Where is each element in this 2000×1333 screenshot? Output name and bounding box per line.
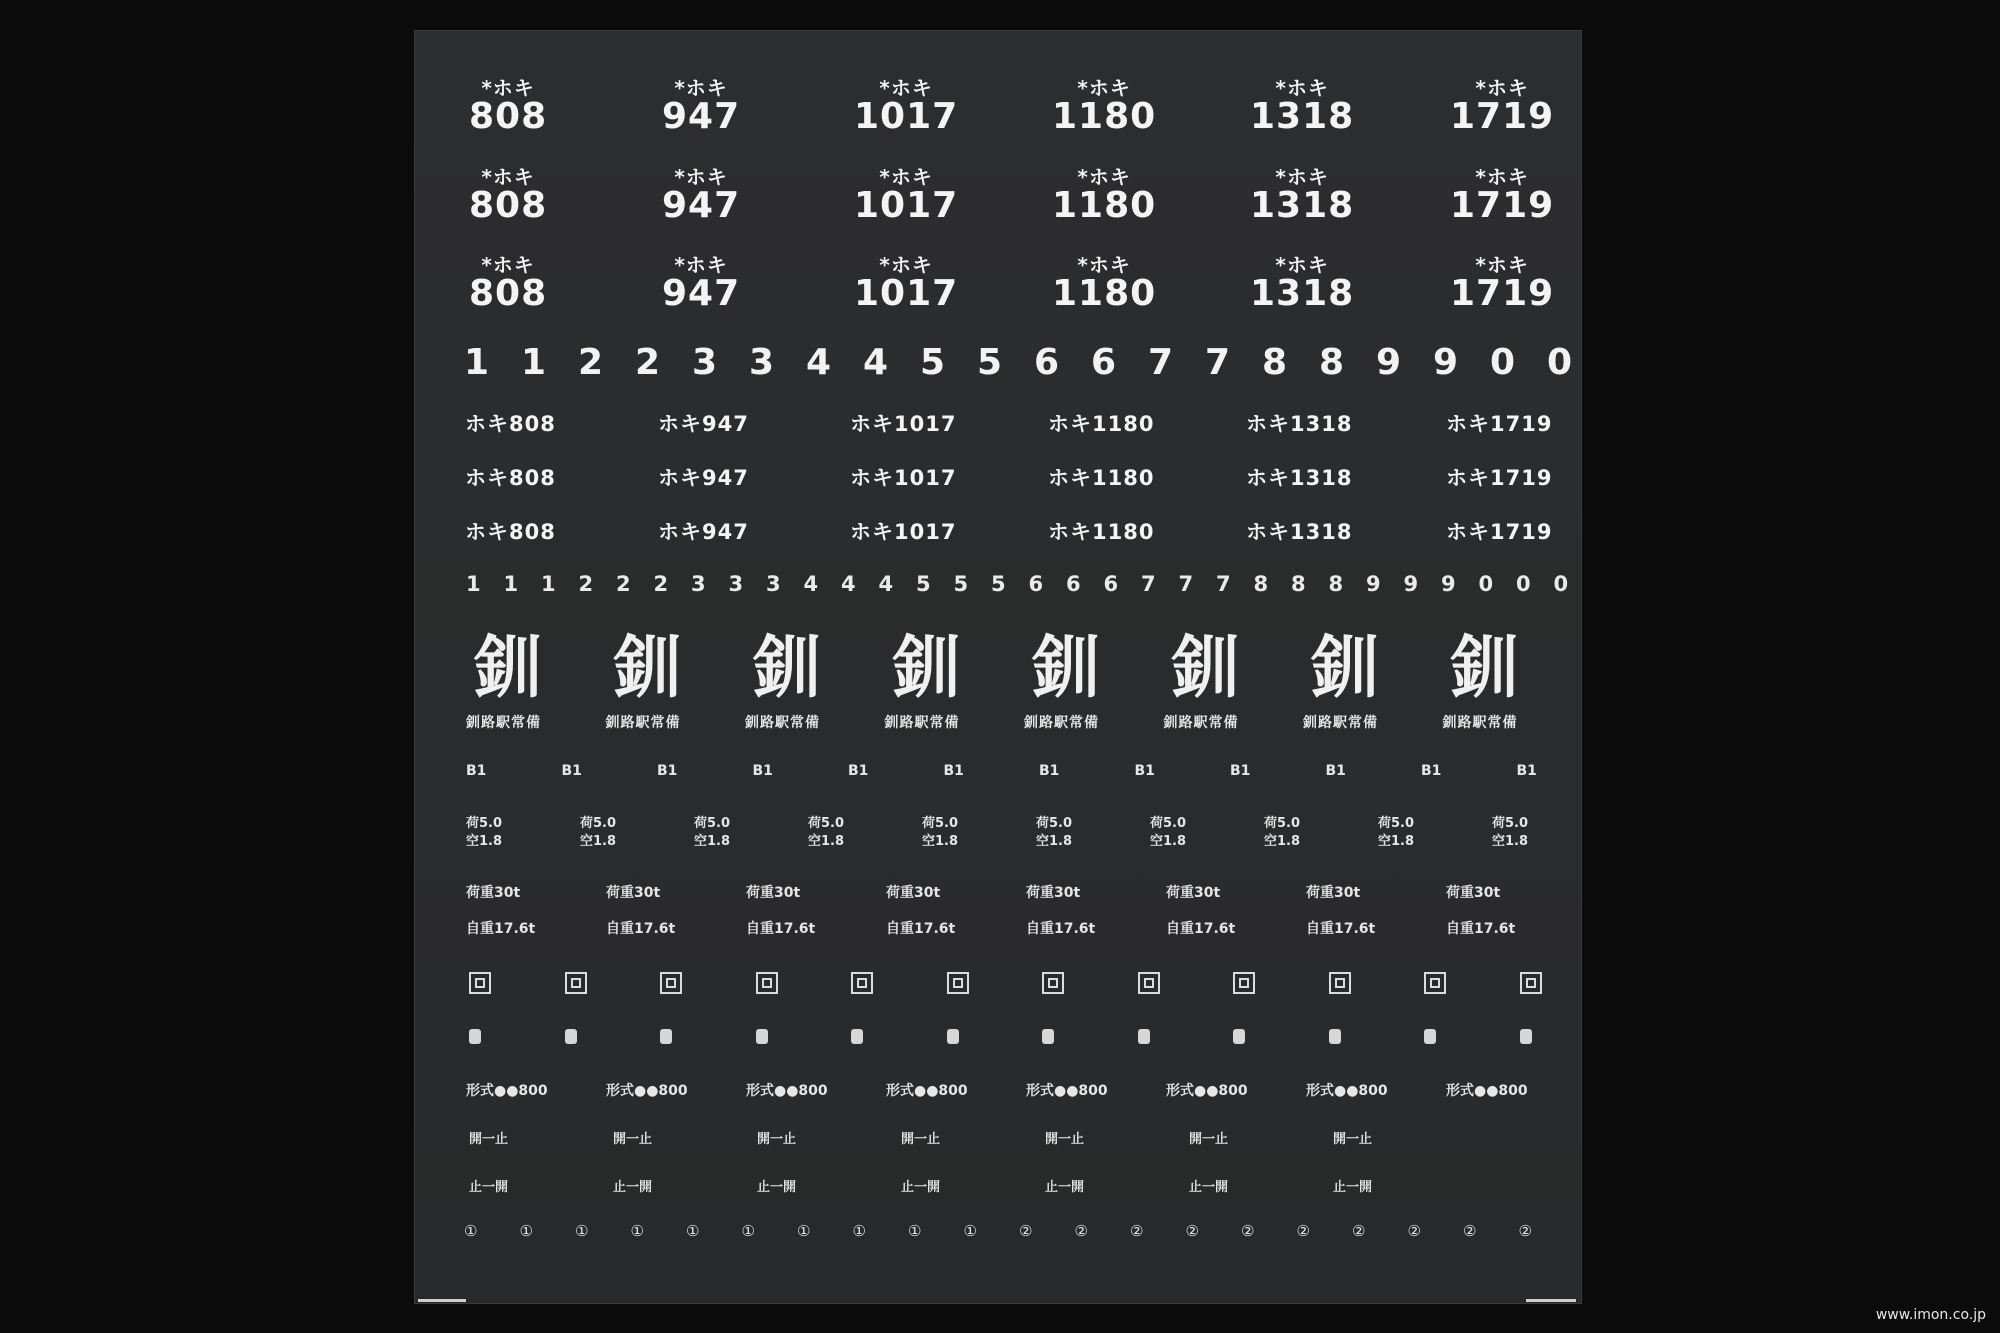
sheet-edge-mark bbox=[418, 1299, 466, 1302]
big-digit: 0 bbox=[1547, 342, 1573, 383]
big-digit: 8 bbox=[1262, 342, 1288, 383]
stop-open-mark: 止一開 bbox=[901, 1180, 941, 1195]
circle-two-mark: ② bbox=[1185, 1222, 1199, 1240]
stop-open-mark: 止一開 bbox=[469, 1180, 509, 1195]
small-digit: 5 bbox=[953, 572, 969, 596]
car-number: 1017 bbox=[854, 273, 959, 314]
small-digit: 2 bbox=[616, 572, 631, 596]
inline-number: ホキ947 bbox=[658, 412, 749, 436]
car-number: 1719 bbox=[1450, 273, 1555, 314]
small-digit: 2 bbox=[578, 572, 594, 596]
small-digit: 9 bbox=[1441, 572, 1456, 596]
kana-prefix: *ホキ bbox=[674, 165, 728, 189]
big-digit: 4 bbox=[863, 342, 889, 383]
stop-open-mark: 止一開 bbox=[1333, 1180, 1373, 1195]
open-stop-mark: 開一止 bbox=[469, 1132, 509, 1147]
square-emblem-icon bbox=[469, 972, 491, 994]
b1-label: B1 bbox=[752, 763, 773, 779]
kana-prefix: *ホキ bbox=[674, 76, 728, 100]
station-label: 釧路駅常備 bbox=[1163, 715, 1239, 731]
car-number: 1180 bbox=[1052, 273, 1157, 314]
number-block bbox=[1052, 167, 1156, 225]
station-label: 釧路駅常備 bbox=[1442, 715, 1518, 731]
weight-line: 荷重30t bbox=[1446, 885, 1501, 901]
stop-open-mark: 止一開 bbox=[1189, 1180, 1229, 1195]
tare-line: 自重17.6t bbox=[1446, 921, 1516, 937]
circle-one-mark: ① bbox=[797, 1222, 811, 1240]
small-square-mark bbox=[660, 1029, 672, 1044]
inline-number: ホキ1719 bbox=[1446, 412, 1553, 436]
tare-line: 自重17.6t bbox=[1306, 921, 1376, 937]
load-line: 荷5.0 bbox=[1378, 816, 1415, 831]
number-block bbox=[662, 167, 740, 225]
circle-one-mark: ① bbox=[575, 1222, 589, 1240]
kanji-emblem: 釧 bbox=[1032, 629, 1101, 708]
small-square-mark bbox=[1233, 1029, 1245, 1044]
car-number: 808 bbox=[469, 96, 548, 137]
circle-one-mark: ① bbox=[963, 1222, 977, 1240]
car-number: 1719 bbox=[1450, 96, 1555, 137]
empty-line: 空1.8 bbox=[580, 834, 617, 849]
open-stop-mark: 開一止 bbox=[901, 1132, 941, 1147]
square-emblem-icon bbox=[851, 972, 873, 994]
small-digit: 3 bbox=[766, 572, 781, 596]
small-digit: 9 bbox=[1366, 572, 1381, 596]
square-emblem-icon bbox=[1424, 972, 1446, 994]
empty-line: 空1.8 bbox=[694, 834, 731, 849]
number-block bbox=[1450, 255, 1554, 313]
number-block bbox=[469, 255, 547, 313]
circle-two-mark: ② bbox=[1352, 1222, 1366, 1240]
square-emblem-icon bbox=[1520, 972, 1542, 994]
kanji-emblem: 釧 bbox=[1311, 629, 1380, 708]
kanji-emblem: 釧 bbox=[892, 629, 961, 708]
number-block bbox=[1450, 78, 1554, 136]
weight-line: 荷重30t bbox=[886, 885, 941, 901]
station-label: 釧路駅常備 bbox=[605, 715, 681, 731]
empty-line: 空1.8 bbox=[1378, 834, 1415, 849]
weight-line: 荷重30t bbox=[1026, 885, 1081, 901]
kana-prefix: *ホキ bbox=[879, 76, 933, 100]
station-label: 釧路駅常備 bbox=[466, 715, 541, 731]
inline-number: ホキ1719 bbox=[1446, 520, 1553, 544]
car-number: 1719 bbox=[1450, 185, 1555, 226]
kana-prefix: *ホキ bbox=[481, 253, 535, 277]
inline-number: ホキ1318 bbox=[1246, 520, 1353, 544]
small-digit: 7 bbox=[1216, 572, 1231, 596]
weight-line: 荷重30t bbox=[1166, 885, 1221, 901]
big-digit: 1 bbox=[464, 342, 490, 383]
circle-one-mark: ① bbox=[686, 1222, 700, 1240]
inline-number: ホキ808 bbox=[465, 466, 556, 490]
kana-prefix: *ホキ bbox=[879, 165, 933, 189]
empty-line: 空1.8 bbox=[1492, 834, 1529, 849]
b1-label: B1 bbox=[1421, 763, 1442, 779]
weight-line: 荷重30t bbox=[1306, 885, 1361, 901]
number-block bbox=[1250, 255, 1354, 313]
square-emblem-icon bbox=[565, 972, 587, 994]
circle-two-mark: ② bbox=[1296, 1222, 1310, 1240]
station-label: 釧路駅常備 bbox=[745, 715, 820, 731]
load-line: 荷5.0 bbox=[1492, 816, 1529, 831]
big-digit: 4 bbox=[806, 342, 832, 383]
small-digit: 8 bbox=[1253, 572, 1269, 596]
empty-line: 空1.8 bbox=[808, 834, 845, 849]
small-digit: 0 bbox=[1478, 572, 1494, 596]
big-digit: 7 bbox=[1148, 342, 1174, 383]
small-digit: 0 bbox=[1553, 572, 1569, 596]
square-emblem-icon bbox=[1042, 972, 1064, 994]
small-digit: 2 bbox=[653, 572, 669, 596]
kanji-emblem: 釧 bbox=[613, 629, 682, 708]
load-line: 荷5.0 bbox=[1036, 816, 1073, 831]
inline-number: ホキ1180 bbox=[1048, 412, 1155, 436]
type-label: 形式●●800 bbox=[1026, 1083, 1108, 1099]
car-number: 1318 bbox=[1250, 96, 1355, 137]
open-stop-mark: 開一止 bbox=[613, 1132, 653, 1147]
small-digit: 8 bbox=[1291, 572, 1306, 596]
empty-line: 空1.8 bbox=[922, 834, 959, 849]
car-number: 1180 bbox=[1052, 185, 1157, 226]
small-digit: 4 bbox=[803, 572, 819, 596]
sheet-edge-mark bbox=[1526, 1299, 1576, 1302]
small-square-mark bbox=[1329, 1029, 1341, 1044]
small-digit: 6 bbox=[1103, 572, 1119, 596]
inline-number: ホキ1180 bbox=[1048, 520, 1155, 544]
car-number: 1318 bbox=[1250, 185, 1355, 226]
car-number: 808 bbox=[469, 185, 548, 226]
open-stop-mark: 開一止 bbox=[1333, 1132, 1373, 1147]
weight-line: 荷重30t bbox=[606, 885, 661, 901]
type-label: 形式●●800 bbox=[1166, 1083, 1248, 1099]
number-block bbox=[469, 167, 547, 225]
kana-prefix: *ホキ bbox=[674, 253, 728, 277]
small-square-mark bbox=[756, 1029, 768, 1044]
inline-number: ホキ808 bbox=[465, 520, 556, 544]
small-square-mark bbox=[1042, 1029, 1054, 1044]
circle-two-mark: ② bbox=[1074, 1222, 1088, 1240]
b1-label: B1 bbox=[1230, 763, 1251, 779]
kana-prefix: *ホキ bbox=[1475, 165, 1529, 189]
square-emblem-icon bbox=[756, 972, 778, 994]
car-number: 1017 bbox=[854, 185, 959, 226]
inline-number: ホキ808 bbox=[465, 412, 556, 436]
number-block bbox=[1250, 78, 1354, 136]
circle-two-mark: ② bbox=[1241, 1222, 1255, 1240]
small-square-mark bbox=[947, 1029, 959, 1044]
b1-label: B1 bbox=[657, 763, 678, 779]
kana-prefix: *ホキ bbox=[1275, 253, 1329, 277]
number-block bbox=[1052, 255, 1156, 313]
weight-line: 荷重30t bbox=[466, 885, 521, 901]
small-digit: 9 bbox=[1403, 572, 1419, 596]
small-square-mark bbox=[469, 1029, 481, 1044]
circle-one-mark: ① bbox=[630, 1222, 644, 1240]
small-square-mark bbox=[565, 1029, 577, 1044]
stop-open-mark: 止一開 bbox=[1045, 1180, 1085, 1195]
big-digit: 3 bbox=[692, 342, 718, 383]
circle-two-mark: ② bbox=[1463, 1222, 1477, 1240]
open-stop-mark: 開一止 bbox=[757, 1132, 797, 1147]
small-square-mark bbox=[1424, 1029, 1436, 1044]
small-digit: 3 bbox=[691, 572, 706, 596]
number-block bbox=[469, 78, 547, 136]
kana-prefix: *ホキ bbox=[1077, 165, 1131, 189]
car-number: 947 bbox=[662, 273, 741, 314]
inline-number: ホキ1318 bbox=[1246, 412, 1353, 436]
circle-one-mark: ① bbox=[519, 1222, 533, 1240]
station-label: 釧路駅常備 bbox=[1024, 715, 1099, 731]
big-digit: 7 bbox=[1205, 342, 1231, 383]
station-label: 釧路駅常備 bbox=[1303, 715, 1378, 731]
number-block bbox=[662, 255, 740, 313]
b1-label: B1 bbox=[1039, 763, 1060, 779]
circle-two-mark: ② bbox=[1518, 1222, 1532, 1240]
b1-label: B1 bbox=[466, 763, 487, 779]
big-digit: 0 bbox=[1490, 342, 1516, 383]
b1-label: B1 bbox=[1325, 763, 1346, 779]
circle-two-mark: ② bbox=[1019, 1222, 1033, 1240]
stop-open-mark: 止一開 bbox=[613, 1180, 653, 1195]
number-block bbox=[662, 78, 740, 136]
small-digit: 7 bbox=[1178, 572, 1194, 596]
big-digit: 9 bbox=[1376, 342, 1402, 383]
kana-prefix: *ホキ bbox=[1077, 253, 1131, 277]
kana-prefix: *ホキ bbox=[481, 76, 535, 100]
small-digit: 4 bbox=[878, 572, 894, 596]
decal-sheet bbox=[414, 30, 1582, 1304]
tare-line: 自重17.6t bbox=[606, 921, 676, 937]
kana-prefix: *ホキ bbox=[1475, 253, 1529, 277]
type-label: 形式●●800 bbox=[1306, 1083, 1388, 1099]
small-digit: 3 bbox=[728, 572, 744, 596]
small-digit: 6 bbox=[1028, 572, 1044, 596]
square-emblem-icon bbox=[660, 972, 682, 994]
tare-line: 自重17.6t bbox=[886, 921, 956, 937]
big-digit: 2 bbox=[635, 342, 661, 383]
number-block bbox=[1250, 167, 1354, 225]
empty-line: 空1.8 bbox=[466, 834, 503, 849]
big-digit: 8 bbox=[1319, 342, 1345, 383]
load-line: 荷5.0 bbox=[808, 816, 845, 831]
kana-prefix: *ホキ bbox=[1077, 76, 1131, 100]
small-digit: 1 bbox=[541, 572, 556, 596]
small-digit: 8 bbox=[1328, 572, 1344, 596]
number-block bbox=[1450, 167, 1554, 225]
big-digit: 5 bbox=[977, 342, 1003, 383]
b1-label: B1 bbox=[561, 763, 582, 779]
load-line: 荷5.0 bbox=[694, 816, 731, 831]
inline-number: ホキ947 bbox=[658, 520, 749, 544]
big-digit: 3 bbox=[749, 342, 775, 383]
car-number: 947 bbox=[662, 185, 741, 226]
inline-number: ホキ1017 bbox=[850, 466, 957, 490]
station-label: 釧路駅常備 bbox=[884, 715, 960, 731]
big-digit: 6 bbox=[1034, 342, 1060, 383]
square-emblem-icon bbox=[1138, 972, 1160, 994]
weight-line: 荷重30t bbox=[746, 885, 801, 901]
number-block bbox=[854, 167, 958, 225]
circle-two-mark: ② bbox=[1130, 1222, 1144, 1240]
type-label: 形式●●800 bbox=[886, 1083, 968, 1099]
type-label: 形式●●800 bbox=[746, 1083, 828, 1099]
type-label: 形式●●800 bbox=[466, 1083, 548, 1099]
kanji-emblem: 釧 bbox=[1450, 629, 1519, 708]
empty-line: 空1.8 bbox=[1150, 834, 1187, 849]
small-square-mark bbox=[851, 1029, 863, 1044]
circle-one-mark: ① bbox=[908, 1222, 922, 1240]
tare-line: 自重17.6t bbox=[1026, 921, 1096, 937]
inline-number: ホキ947 bbox=[658, 466, 749, 490]
empty-line: 空1.8 bbox=[1036, 834, 1073, 849]
circle-two-mark: ② bbox=[1407, 1222, 1421, 1240]
tare-line: 自重17.6t bbox=[746, 921, 816, 937]
load-line: 荷5.0 bbox=[922, 816, 959, 831]
type-label: 形式●●800 bbox=[606, 1083, 688, 1099]
circle-one-mark: ① bbox=[741, 1222, 755, 1240]
b1-label: B1 bbox=[1516, 763, 1537, 779]
inline-number: ホキ1017 bbox=[850, 412, 957, 436]
b1-label: B1 bbox=[943, 763, 964, 779]
big-digit: 2 bbox=[578, 342, 604, 383]
big-digit: 5 bbox=[920, 342, 946, 383]
tare-line: 自重17.6t bbox=[1166, 921, 1236, 937]
square-emblem-icon bbox=[947, 972, 969, 994]
circle-one-mark: ① bbox=[852, 1222, 866, 1240]
load-line: 荷5.0 bbox=[1264, 816, 1301, 831]
car-number: 1318 bbox=[1250, 273, 1355, 314]
small-square-mark bbox=[1138, 1029, 1150, 1044]
empty-line: 空1.8 bbox=[1264, 834, 1301, 849]
kana-prefix: *ホキ bbox=[879, 253, 933, 277]
small-digit: 0 bbox=[1516, 572, 1531, 596]
number-block bbox=[854, 255, 958, 313]
number-block bbox=[1052, 78, 1156, 136]
kanji-emblem: 釧 bbox=[753, 629, 822, 708]
load-line: 荷5.0 bbox=[580, 816, 617, 831]
small-digit: 1 bbox=[466, 572, 481, 596]
kana-prefix: *ホキ bbox=[481, 165, 535, 189]
kana-prefix: *ホキ bbox=[1475, 76, 1529, 100]
small-digit: 4 bbox=[841, 572, 856, 596]
number-block bbox=[854, 78, 958, 136]
car-number: 808 bbox=[469, 273, 548, 314]
small-digit: 5 bbox=[916, 572, 931, 596]
tare-line: 自重17.6t bbox=[466, 921, 536, 937]
big-digit: 6 bbox=[1091, 342, 1117, 383]
watermark: www.imon.co.jp bbox=[1875, 1307, 1986, 1323]
b1-label: B1 bbox=[848, 763, 869, 779]
small-digit: 1 bbox=[503, 572, 519, 596]
kanji-emblem: 釧 bbox=[474, 629, 543, 708]
car-number: 1017 bbox=[854, 96, 959, 137]
open-stop-mark: 開一止 bbox=[1045, 1132, 1085, 1147]
circle-one-mark: ① bbox=[464, 1222, 478, 1240]
square-emblem-icon bbox=[1233, 972, 1255, 994]
open-stop-mark: 開一止 bbox=[1189, 1132, 1229, 1147]
kana-prefix: *ホキ bbox=[1275, 76, 1329, 100]
big-digit: 9 bbox=[1433, 342, 1459, 383]
load-line: 荷5.0 bbox=[466, 816, 503, 831]
b1-label: B1 bbox=[1134, 763, 1155, 779]
inline-number: ホキ1180 bbox=[1048, 466, 1155, 490]
inline-number: ホキ1318 bbox=[1246, 466, 1353, 490]
small-digit: 6 bbox=[1066, 572, 1081, 596]
car-number: 1180 bbox=[1052, 96, 1157, 137]
small-digit: 7 bbox=[1141, 572, 1156, 596]
big-digit: 1 bbox=[521, 342, 547, 383]
small-digit: 5 bbox=[991, 572, 1006, 596]
type-label: 形式●●800 bbox=[1446, 1083, 1528, 1099]
kana-prefix: *ホキ bbox=[1275, 165, 1329, 189]
kanji-emblem: 釧 bbox=[1171, 629, 1240, 708]
square-emblem-icon bbox=[1329, 972, 1351, 994]
inline-number: ホキ1017 bbox=[850, 520, 957, 544]
car-number: 947 bbox=[662, 96, 741, 137]
stop-open-mark: 止一開 bbox=[757, 1180, 797, 1195]
load-line: 荷5.0 bbox=[1150, 816, 1187, 831]
small-square-mark bbox=[1520, 1029, 1532, 1044]
inline-number: ホキ1719 bbox=[1446, 466, 1553, 490]
